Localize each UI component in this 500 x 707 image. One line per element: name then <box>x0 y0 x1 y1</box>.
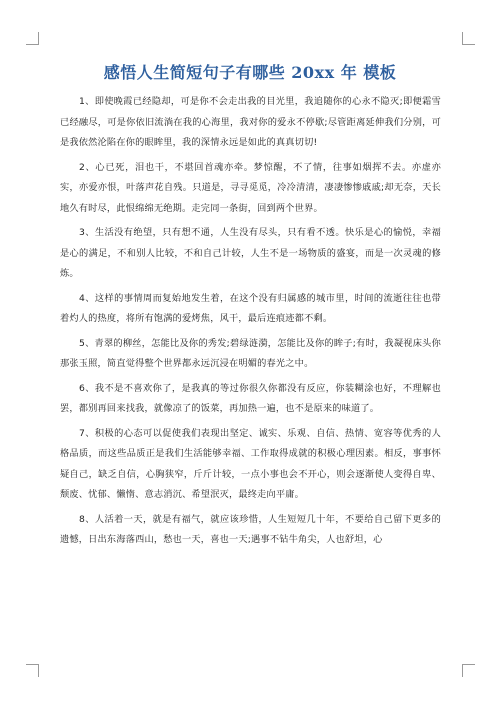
paragraph-8: 8、人活着一天，就是有福气，就应该珍惜，人生短短几十年，不要给自己留下更多的遗憾，日出东海落西山，愁也一天，喜也一天;遇事不钻牛角尖，人也舒坦，心 <box>60 513 441 545</box>
paragraph-2: 2、心已死，泪也干，不堪回首魂亦牵。梦惊醒，不了情，往事如烟挥不去。亦虚亦实，亦爱亦恨，叶落声花自残。只道是，寻寻觅觅，冷冷清清，凄凄惨惨戚戚;却无奈，天长地久有时尽，此恨绵绵无绝期。走完同一条街，回到两个世界。 <box>60 161 441 214</box>
paragraph-7: 7、积极的心态可以促使我们表现出坚定、诚实、乐观、自信、热情、宽容等优秀的人格品质，而这些品质正是我们生活能够幸福、工作取得成就的积极心理因素。相反，事事怀疑自己，缺乏自信，心胸狭窄，斤斤计较，一点小事也会不开心，则会逐渐使人变得自卑、颓废、忧郁、懒惰、意志消沉、希望泯灭，最终走向平庸。 <box>60 427 441 500</box>
paragraph-6: 6、我不是不喜欢你了，是我真的等过你很久你都没有反应，你装糊涂也好，不理解也罢，都别再回来找我，就像凉了的饭菜，再加热一遍，也不是原来的味道了。 <box>60 382 441 414</box>
paragraph-5: 5、青翠的柳丝，怎能比及你的秀发;碧绿涟漪，怎能比及你的眸子;有时，我凝视床头你那张玉照，简直觉得整个世界都永远沉浸在明媚的春光之中。 <box>60 337 441 369</box>
crop-mark-bottom-right <box>462 664 475 677</box>
document-title: 感悟人生简短句子有哪些 20xx 年 模板 <box>103 63 397 82</box>
document-body <box>60 92 441 555</box>
crop-mark-bottom-left <box>26 664 39 677</box>
crop-mark-top-left <box>26 32 39 45</box>
paragraph-3: 3、生活没有绝望，只有想不通，人生没有尽头，只有看不透。快乐是心的愉悦，幸福是心的满足，不和别人比较，不和自己计较，人生不是一场物质的盛宴，而是一次灵魂的修炼。 <box>60 227 441 279</box>
paragraph-1: 1、即使晚霞已经隐却，可是你不会走出我的目光里，我追随你的心永不隐灭;即便霜雪已经融尽，可是你依旧流淌在我的心海里，我对你的爱永不停歇;尽管距离延伸我们分别，可是我依然沦陷在你的眼眸里，我的深情永远是如此的真真切切! <box>60 96 441 148</box>
paragraph-4: 4、这样的事情周而复始地发生着，在这个没有归属感的城市里，时间的流逝往往也带着灼人的热度，将所有饱满的爱烤焦，风干，最后连痕迹都不剩。 <box>60 292 441 324</box>
crop-mark-top-right <box>462 32 475 45</box>
